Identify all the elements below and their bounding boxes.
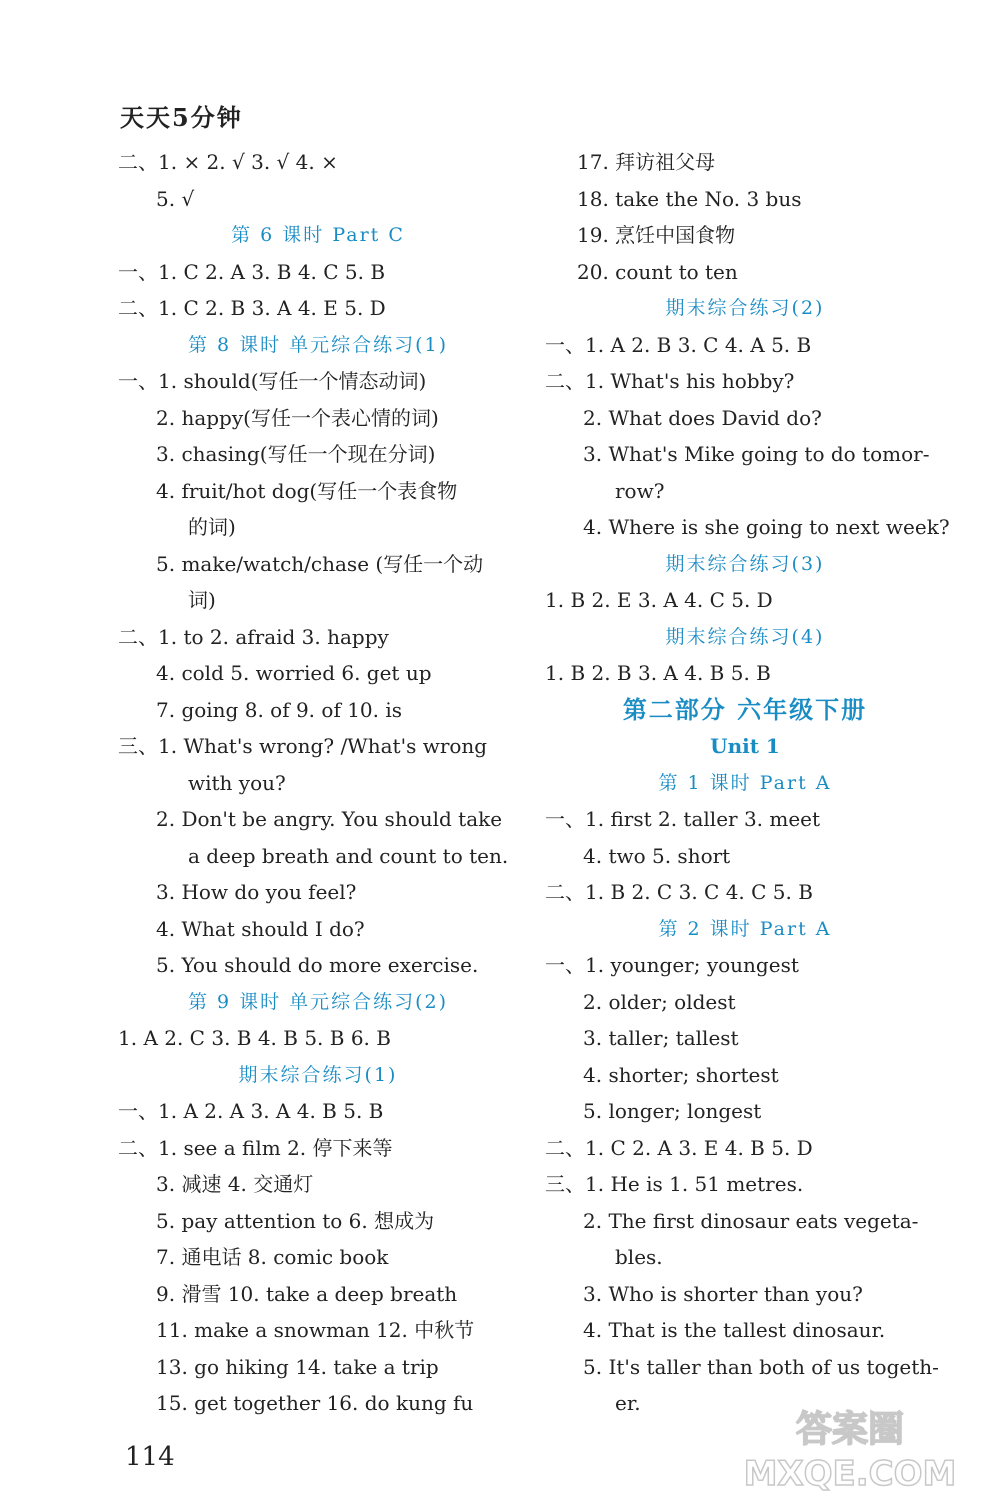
left-answer-line: 5. pay attention to 6. 想成为 (156, 1208, 435, 1233)
left-answer-line: 7. 通电话 8. comic book (156, 1245, 389, 1269)
right-section-heading: 第 1 课时 Part A (658, 771, 832, 794)
watermark-bottom-text: MXQE.COM (743, 1454, 957, 1493)
right-answer-line: 19. 烹饪中国食物 (577, 223, 736, 247)
right-answer-line: 二、1. B 2. C 3. C 4. C 5. B (545, 880, 813, 904)
left-answer-line: 5. √ (156, 186, 195, 211)
left-answer-line: 4. cold 5. worried 6. get up (156, 661, 432, 685)
right-section-heading: 期末综合练习(3) (665, 552, 825, 575)
left-answer-line: with you? (188, 770, 286, 795)
left-answer-line: 5. You should do more exercise. (156, 953, 479, 977)
left-answer-line: 3. chasing(写任一个现在分词) (156, 442, 436, 466)
left-section-heading: 第 9 课时 单元综合练习(2) (187, 990, 449, 1013)
right-answer-line: 2. The first dinosaur eats vegeta- (583, 1208, 919, 1233)
right-answer-line: 2. What does David do? (583, 405, 822, 430)
right-answer-line: 2. older; oldest (583, 989, 736, 1014)
left-answer-line: 一、1. A 2. A 3. A 4. B 5. B (118, 1099, 384, 1123)
right-answer-line: 三、1. He is 1. 51 metres. (545, 1172, 804, 1196)
left-answer-line: a deep breath and count to ten. (188, 843, 509, 868)
left-answer-line: 15. get together 16. do kung fu (156, 1391, 474, 1415)
right-answer-line: 18. take the No. 3 bus (577, 186, 802, 211)
right-section-heading: 期末综合练习(2) (665, 297, 825, 319)
right-answer-line: 4. shorter; shortest (583, 1062, 779, 1087)
right-answer-line: 1. B 2. B 3. A 4. B 5. B (545, 661, 771, 685)
left-section-heading: 第 6 课时 Part C (231, 224, 405, 246)
left-answer-line: 2. happy(写任一个表心情的词) (156, 405, 439, 430)
left-answer-line: 一、1. should(写任一个情态动词) (118, 369, 427, 393)
left-answer-line: 11. make a snowman 12. 中秋节 (156, 1318, 475, 1342)
watermark-top-text: 答案圈 (795, 1409, 905, 1450)
left-answer-line: 二、1. see a film 2. 停下来等 (118, 1135, 393, 1160)
right-section-heading: 期末综合练习(4) (665, 625, 825, 648)
page-header: 天天5分钟 (120, 103, 243, 132)
left-answer-line: 4. What should I do? (156, 916, 365, 941)
left-answer-line: 1. A 2. C 3. B 4. B 5. B 6. B (118, 1026, 391, 1050)
left-answer-line: 二、1. to 2. afraid 3. happy (118, 624, 389, 649)
left-answer-line: 9. 滑雪 10. take a deep breath (156, 1281, 458, 1306)
left-answer-line: 3. How do you feel? (156, 880, 357, 904)
right-part-heading: 第二部分 六年级下册 (622, 694, 868, 724)
left-answer-line: 3. 减速 4. 交通灯 (156, 1172, 314, 1196)
right-column (545, 144, 950, 1422)
right-answer-line: 二、1. C 2. A 3. E 4. B 5. D (545, 1135, 813, 1160)
right-answer-line: 一、1. A 2. B 3. C 4. A 5. B (545, 332, 812, 357)
left-answer-line: 7. going 8. of 9. of 10. is (156, 697, 403, 722)
right-unit-heading: Unit 1 (710, 734, 780, 758)
left-answer-line: 二、1. × 2. √ 3. √ 4. × (118, 150, 338, 174)
page-number: 114 (125, 1442, 175, 1472)
right-answer-line: er. (615, 1391, 641, 1415)
right-answer-line: 5. longer; longest (583, 1099, 762, 1123)
right-section-heading: 第 2 课时 Part A (658, 917, 832, 940)
left-section-heading: 期末综合练习(1) (238, 1063, 398, 1086)
left-answer-line: 5. make/watch/chase (写任一个动 (156, 551, 484, 576)
left-answer-line: 一、1. C 2. A 3. B 4. C 5. B (118, 259, 386, 284)
left-column (118, 144, 518, 1422)
right-answer-line: 3. What's Mike going to do tomor- (583, 442, 930, 466)
right-answer-line: 4. That is the tallest dinosaur. (583, 1318, 886, 1342)
left-answer-line: 词) (188, 588, 216, 612)
left-answer-line: 的词) (188, 515, 236, 539)
right-answer-line: 4. two 5. short (583, 843, 731, 868)
left-answer-line: 2. Don't be angry. You should take (156, 807, 503, 831)
right-answer-line: 1. B 2. E 3. A 4. C 5. D (545, 588, 773, 612)
right-answer-line: 4. Where is she going to next week? (583, 515, 950, 539)
left-answer-line: 二、1. C 2. B 3. A 4. E 5. D (118, 296, 386, 320)
watermark-logo (720, 1401, 980, 1493)
right-answer-line: 一、1. younger; youngest (545, 953, 799, 977)
left-answer-line: 4. fruit/hot dog(写任一个表食物 (156, 478, 458, 503)
left-answer-line: 13. go hiking 14. take a trip (156, 1354, 439, 1379)
right-answer-line: 3. taller; tallest (583, 1026, 739, 1050)
right-answer-line: row? (615, 478, 665, 503)
right-answer-line: 5. It's taller than both of us togeth- (583, 1354, 939, 1379)
right-answer-line: 17. 拜访祖父母 (577, 150, 716, 174)
right-answer-line: 二、1. What's his hobby? (545, 369, 795, 393)
left-answer-line: 三、1. What's wrong? /What's wrong (118, 734, 488, 758)
right-answer-line: 3. Who is shorter than you? (583, 1281, 863, 1306)
right-answer-line: bles. (615, 1245, 663, 1269)
right-answer-line: 一、1. first 2. taller 3. meet (545, 807, 821, 831)
left-section-heading: 第 8 课时 单元综合练习(1) (187, 333, 449, 356)
right-answer-line: 20. count to ten (577, 259, 738, 284)
